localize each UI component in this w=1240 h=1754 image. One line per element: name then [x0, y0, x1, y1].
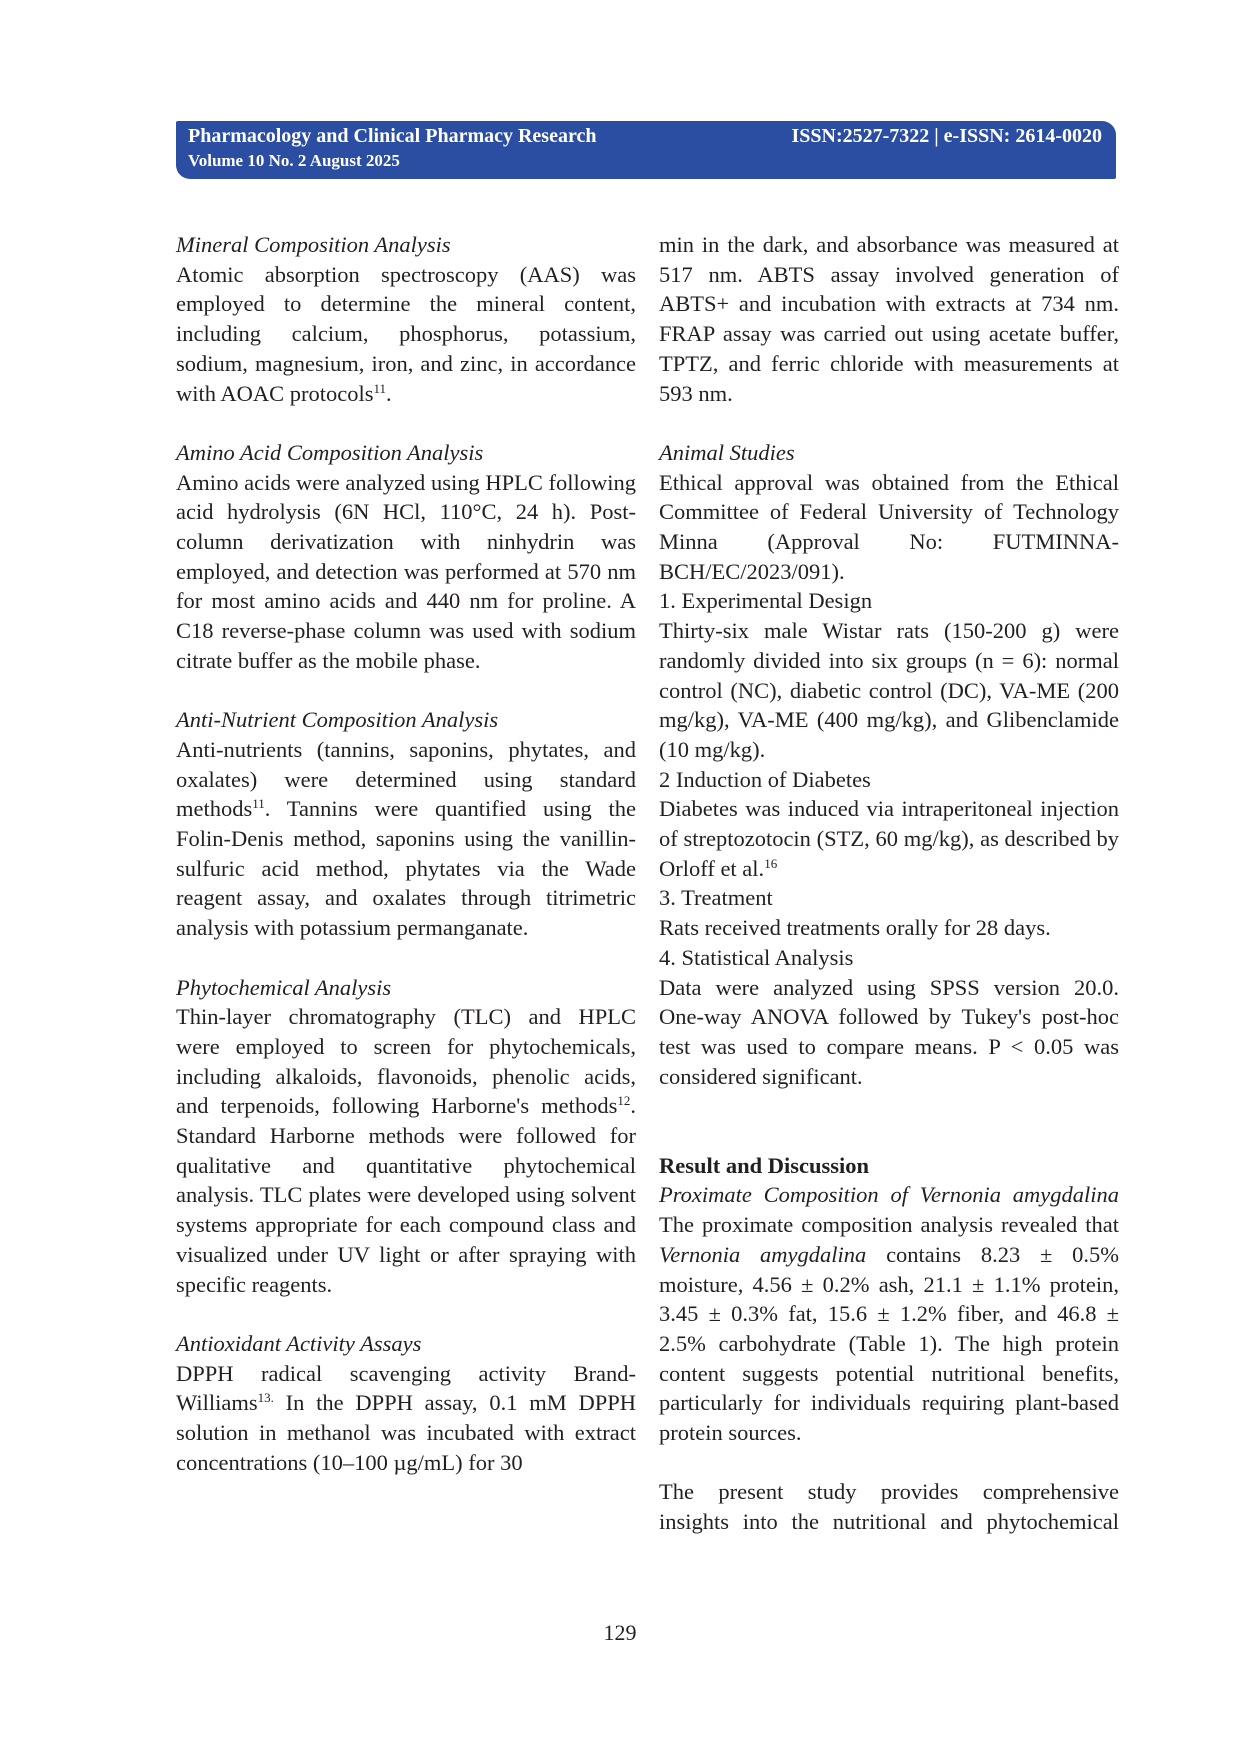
section-heading-results: Result and Discussion	[659, 1152, 870, 1178]
citation-ref: 13.	[257, 1390, 274, 1406]
issn: ISSN:2527-7322 | e-ISSN: 2614-0020	[791, 125, 1102, 147]
section-heading-animal: Animal Studies	[659, 439, 795, 465]
paragraph-mineral: Atomic absorption spectroscopy (AAS) was employed to determine the mineral content, including calcium, phosphorus, potassium, sodium, magnesium, iron, and zinc, in accordance with AOAC protocols$^{11}$.	[176, 261, 636, 406]
section-heading-amino: Amino Acid Composition Analysis	[176, 439, 484, 465]
paragraph-proximate: The proximate composition analysis revealed that Vernonia amygdalina contains 8.23 ± 0.5% moisture, 4.56 ± 0.2% ash, 21.1 ± 1.1% protein, 3.45 ± 0.3% fat, 15.6 ± 1.2% fiber, and 46.8 ± 2.5% carbohydrate (Table 1). The high protein content suggests potential nutritional benefits, particularly for individuals requiring plant-based protein sources.	[659, 1212, 1120, 1446]
subheading-design: 1. Experimental Design	[659, 588, 873, 614]
section-heading-phytochemical: Phytochemical Analysis	[176, 974, 392, 1000]
paragraph-antioxidant: DPPH radical scavenging activity Brand-Williams$^{13.}$ In the DPPH assay, 0.1 mM DPPH solution in methanol was incubated with extract concentrations (10–100 µg/mL) for 30	[176, 1360, 636, 1475]
citation-ref: 12	[617, 1093, 631, 1109]
paragraph-antioxidant-continued: min in the dark, and absorbance was measured at 517 nm. ABTS assay involved generation of ABTS+ and incubation with extracts at 734 nm. FRAP assay was carried out using acetate buffer, TPTZ, and ferric chloride with measurements at 593 nm.	[659, 232, 1119, 406]
subheading-statistics: 4. Statistical Analysis	[659, 944, 854, 970]
right-column	[659, 230, 1119, 1537]
subheading-treatment: 3. Treatment	[659, 885, 773, 911]
paragraph-present-study: The present study provides comprehensive insights into the nutritional and phytochemical	[659, 1479, 1119, 1535]
citation-ref: 11	[252, 796, 265, 812]
left-column	[176, 230, 636, 1477]
paragraph-antinutrient: Anti-nutrients (tannins, saponins, phytates, and oxalates) were determined using standard methods$^{11}$. Tannins were quantified using the Folin-Denis method, saponins using the vanillin-sulfuric acid method, phytates via the Wade reagent assay, and oxalates through titrimetric analysis with potassium permanganate.	[176, 736, 636, 941]
journal-header	[176, 121, 1116, 179]
citation-ref: 16	[764, 855, 778, 871]
paragraph-ethics: Ethical approval was obtained from the Ethical Committee of Federal University of Technology Minna (Approval No: FUTMINNA-BCH/EC/2023/091).	[659, 469, 1119, 584]
paragraph-amino: Amino acids were analyzed using HPLC following acid hydrolysis (6N HCl, 110°C, 24 h). Post-column derivatization with ninhydrin was employed, and detection was performed at 570 nm for most amino acids and 440 nm for proline. A C18 reverse-phase column was used with sodium citrate buffer as the mobile phase.	[176, 469, 636, 673]
paragraph-induction: Diabetes was induced via intraperitoneal injection of streptozotocin (STZ, 60 mg/kg), as described by Orloff et al.$^{16}$	[659, 796, 1119, 881]
paragraph-phytochemical: Thin-layer chromatography (TLC) and HPLC were employed to screen for phytochemicals, including alkaloids, flavonoids, phenolic acids, and terpenoids, following Harborne's methods$^{12}$. Standard Harborne methods were followed for qualitative and quantitative phytochemical analysis. TLC plates were developed using solvent systems appropriate for each compound class and visualized under UV light or after spraying with specific reagents.	[176, 1004, 636, 1297]
citation-ref: 11	[373, 380, 387, 396]
subheading-proximate: Proximate Composition of Vernonia amygdalina	[659, 1182, 1119, 1208]
subheading-induction: 2 Induction of Diabetes	[659, 766, 871, 792]
section-heading-antioxidant: Antioxidant Activity Assays	[176, 1330, 422, 1356]
journal-title: Pharmacology and Clinical Pharmacy Research	[188, 125, 597, 147]
species-name: Vernonia amygdalina	[659, 1241, 867, 1267]
section-heading-antinutrient: Anti-Nutrient Composition Analysis	[176, 707, 499, 733]
paragraph-treatment: Rats received treatments orally for 28 days.	[659, 915, 1051, 941]
paragraph-design: Thirty-six male Wistar rats (150-200 g) were randomly divided into six groups (n = 6): normal control (NC), diabetic control (DC), VA-ME (200 mg/kg), VA-ME (400 mg/kg), and Glibenclamide (10 mg/kg).	[659, 618, 1119, 762]
paragraph-statistics: Data were analyzed using SPSS version 20.0. One-way ANOVA followed by Tukey's post-hoc test was used to compare means. P < 0.05 was considered significant.	[659, 974, 1119, 1089]
page-number: 129	[603, 1620, 637, 1645]
volume-info: Volume 10 No. 2 August 2025	[188, 151, 400, 170]
section-heading-mineral: Mineral Composition Analysis	[176, 232, 451, 257]
